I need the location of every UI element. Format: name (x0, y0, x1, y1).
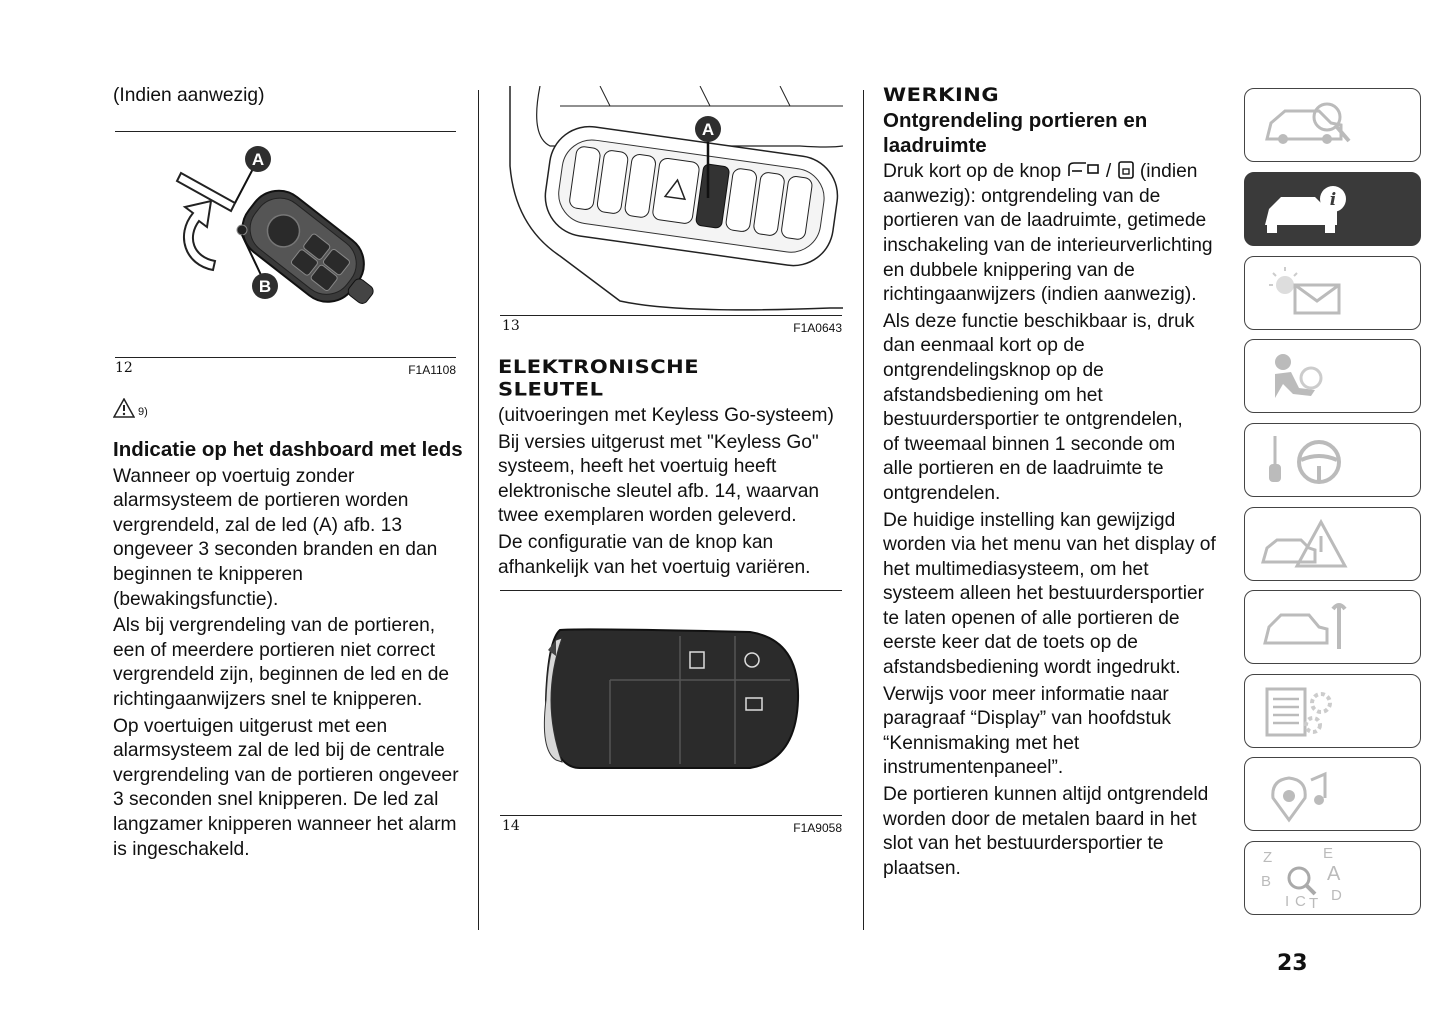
tab-car-warning[interactable] (1244, 507, 1421, 581)
tab-car-search[interactable] (1244, 88, 1421, 162)
figure-12-top-rule (115, 131, 456, 132)
warning-reference (113, 398, 148, 418)
tab-list-gears[interactable] (1244, 674, 1421, 748)
col2-paragraph: De configuratie van de knop kan afhankelijk van het voertuig variëren. (498, 531, 811, 578)
index-letter: T (1309, 895, 1319, 912)
col1-body (113, 434, 463, 864)
column-separator-2 (863, 90, 864, 930)
werking-heading: WERKING (883, 84, 1000, 106)
figure-12-number: 12 (115, 360, 133, 376)
list-gears-icon (1245, 675, 1422, 749)
column-3 (883, 84, 1228, 883)
media-location-icon (1245, 758, 1422, 832)
col1-paragraph: Wanneer op voertuig zonder alarmsysteem de portieren worden vergrendeld, zal de led (A) afb. 13 ongeveer 3 seconden branden en dan beginnen te knipperen (bewakingsfunctie). (113, 465, 438, 610)
tab-media-location[interactable] (1244, 757, 1421, 831)
figure-14-code: F1A9058 (793, 821, 842, 835)
col2-paragraph: Bij versies uitgerust met "Keyless Go" systeem, heeft het voertuig heeft elektronische sleutel afb. 14, waarvan twee exemplaren worden geleverd. (498, 431, 820, 527)
figure-12-bottom-rule (115, 357, 456, 358)
index-letter: E (1323, 845, 1334, 862)
p1-before: Druk kort op de knop (883, 161, 1062, 183)
figure-14-bottom-rule (500, 815, 842, 816)
intro-text: (Indien aanwezig) (113, 85, 265, 106)
car-info-icon (1245, 173, 1422, 247)
tab-car-wrench[interactable] (1244, 590, 1421, 664)
car-warning-icon (1245, 508, 1422, 582)
page-number: 23 (1277, 951, 1308, 976)
figure-14-caption (502, 818, 842, 835)
col1-paragraph: Op voertuigen uitgerust met een alarmsysteem zal de led bij de centrale vergrendeling van de portieren ongeveer 3 seconden snel knipperen. De led zal langzamer knipperen wanneer het alarm is ingeschakeld. (113, 715, 459, 860)
col2-paragraph: (uitvoeringen met Keyless Go-systeem) (498, 405, 834, 426)
col1-paragraph: Als bij vergrendeling van de portieren, een of meerdere portieren niet correct vergrendeld zijn, beginnen de led en de richtingaanwijzers snel te knipperen. (113, 615, 450, 710)
airbag-passenger-icon (1245, 340, 1422, 414)
figure-12-code: F1A1108 (408, 363, 456, 377)
tab-airbag[interactable] (1244, 339, 1421, 413)
tab-lights-message[interactable] (1244, 256, 1421, 330)
figure-13-number: 13 (502, 318, 520, 334)
figure-14-keyless-fob (500, 600, 842, 810)
dashboard-led-heading: Indicatie op het dashboard met leds (113, 438, 463, 461)
warning-triangle-icon (113, 398, 135, 418)
index-letter: A (1327, 863, 1341, 885)
unlock-tailgate-icon (1117, 160, 1135, 180)
index-letter: I (1285, 893, 1290, 910)
figure-13-bottom-rule (500, 315, 842, 316)
column-separator-1 (478, 90, 479, 930)
unlock-subheading: Ontgrendeling portieren en laadruimte (883, 109, 1148, 157)
col3-paragraph-1 (883, 160, 1228, 308)
index-letter: Z (1263, 849, 1273, 866)
car-search-icon (1245, 89, 1422, 163)
index-letter: B (1261, 873, 1272, 890)
svg-text:i: i (1329, 190, 1337, 210)
col3-paragraph: De portieren kunnen altijd ontgrendeld worden door de metalen baard in het slot van het bestuurdersportier te plaatsen. (883, 784, 1209, 879)
figure-13-label-a: A (701, 120, 715, 139)
index-letter: C (1295, 893, 1306, 910)
index-letter: D (1331, 887, 1342, 904)
figure-13-caption (502, 318, 842, 335)
tab-alphabet-index[interactable] (1244, 841, 1421, 915)
tab-car-info[interactable] (1244, 172, 1421, 246)
figure-13-code: F1A0643 (793, 321, 842, 335)
tab-key-steering[interactable] (1244, 423, 1421, 497)
figure-12-flip-key (115, 135, 456, 355)
p1-after: (indien aanwezig): ontgrendeling van de portieren van de laadruimte, getimede inschakeling van de interieurverlichting en dubbele knippering van de richtingaanwijzers (indien aanwezig). (883, 161, 1213, 306)
unlock-door-icon (1066, 161, 1100, 179)
col2-body (498, 356, 848, 582)
figure-13-dashboard-buttons (500, 86, 843, 316)
col3-paragraph: Als deze functie beschikbaar is, druk dan eenmaal kort op de ontgrendelingsknop op de afstandsbediening om het bestuurdersportier te ontgrendelen, of tweemaal binnen 1 seconde om alle portieren en de laadruimte te ontgrendelen. (883, 310, 1195, 504)
figure-12-label-b: B (258, 277, 272, 296)
lights-message-icon (1245, 257, 1422, 331)
p1-separator: / (1105, 161, 1112, 183)
car-wrench-icon (1245, 591, 1422, 665)
warning-ref-number: 9) (138, 406, 148, 418)
key-steering-wheel-icon (1245, 424, 1422, 498)
electronic-key-heading: ELEKTRONISCHE SLEUTEL (498, 356, 700, 401)
figure-14-top-rule (500, 590, 842, 591)
col3-paragraph: Verwijs voor meer informatie naar paragraaf “Display” van hoofdstuk “Kennismaking met het instrumentenpaneel”. (883, 683, 1171, 779)
figure-12-caption (115, 360, 456, 377)
figure-14-number: 14 (502, 818, 520, 834)
col3-paragraph: De huidige instelling kan gewijzigd worden via het menu van het display of het multimediasysteem, om het systeem alleen het bestuurdersportier te laten openen of alle portieren de eerste keer dat de toets op de afstandsbediening wordt ingedrukt. (883, 509, 1216, 679)
alphabet-index-icon (1245, 842, 1422, 916)
figure-12-label-a: A (251, 150, 265, 169)
